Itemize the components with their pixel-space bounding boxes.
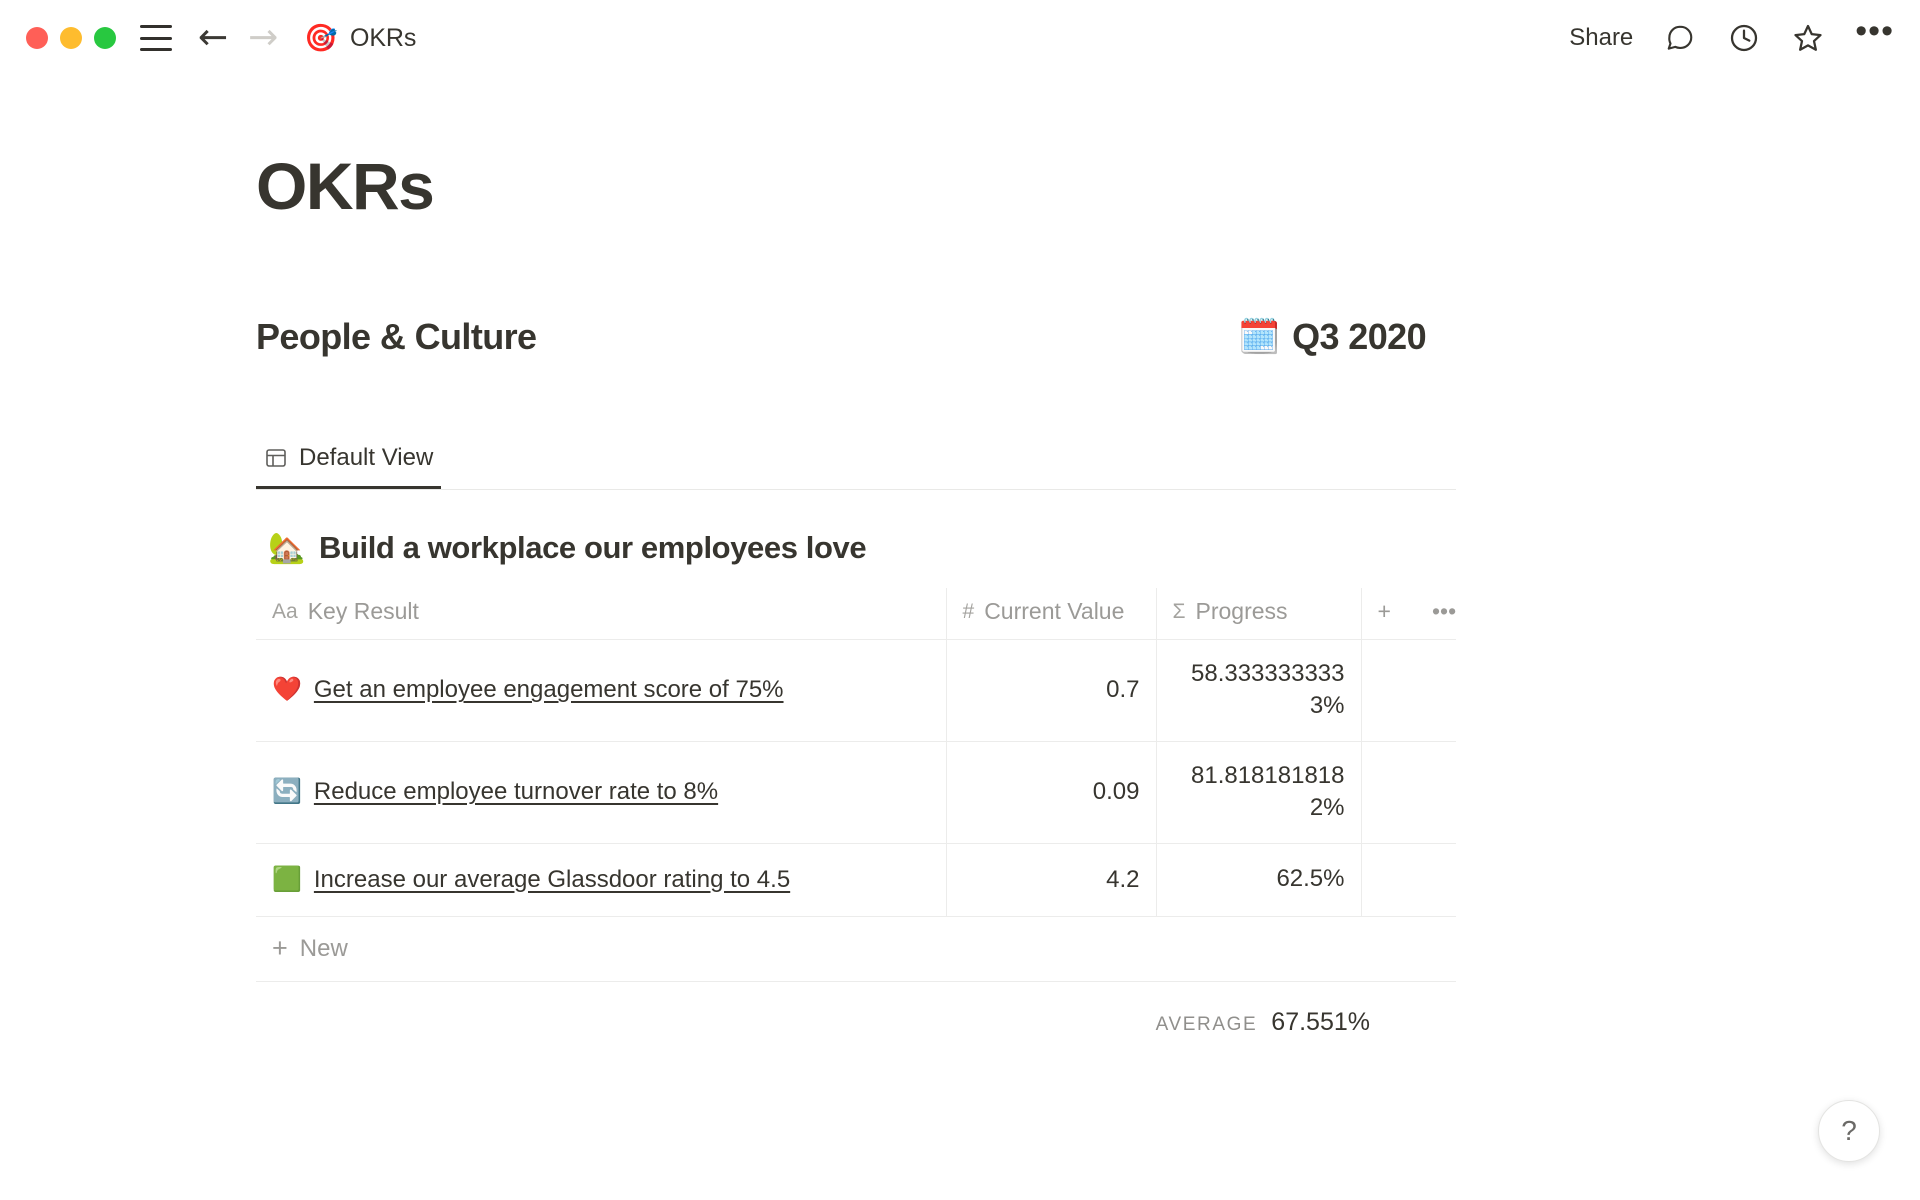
column-header-key-result[interactable] (256, 588, 946, 640)
summary-label[interactable]: AVERAGE (1155, 1013, 1258, 1035)
section-header (256, 316, 1606, 358)
key-result-link[interactable]: Get an employee engagement score of 75% (313, 676, 784, 704)
star-icon[interactable] (1791, 21, 1825, 55)
add-column-button[interactable]: + (1361, 588, 1416, 640)
page-emoji-icon[interactable]: 🎯 (304, 22, 338, 53)
tab-default-view-label: Default View (299, 444, 434, 471)
comment-icon[interactable] (1663, 21, 1697, 55)
refresh-icon: 🔄 (272, 778, 302, 806)
key-result-link[interactable]: Increase our average Glassdoor rating to 4.5 (313, 865, 791, 893)
summary-value: 67.551% (1271, 1007, 1370, 1036)
page-title: OKRs (256, 149, 434, 223)
cell-row-gutter (1416, 640, 1456, 742)
cell-empty (1361, 843, 1416, 916)
column-header-current-value[interactable] (946, 588, 1156, 640)
key-result-link[interactable]: Reduce employee turnover rate to 8% (313, 778, 719, 806)
help-button[interactable]: ? (1818, 1100, 1880, 1162)
table-summary (256, 982, 1456, 1037)
plus-icon: + (272, 933, 288, 964)
cell-key-result[interactable] (256, 741, 946, 843)
table-row[interactable] (256, 741, 1456, 843)
table-grid-icon (264, 446, 288, 470)
cell-row-gutter (1416, 741, 1456, 843)
column-header-key-result-label: Key Result (307, 598, 419, 624)
quarter-label: Q3 2020 (1292, 316, 1426, 357)
share-button[interactable]: Share (1569, 24, 1634, 51)
table-header-row (256, 588, 1456, 640)
heart-icon: ❤️ (272, 676, 302, 704)
cell-row-gutter (1416, 843, 1456, 916)
window-titlebar (0, 0, 1920, 76)
more-options-icon[interactable]: ••• (1855, 12, 1894, 51)
database-view-tabs (256, 444, 1456, 490)
cell-empty (1361, 741, 1416, 843)
sidebar-toggle-icon[interactable] (140, 25, 172, 51)
close-window-button[interactable] (26, 27, 48, 49)
table-row[interactable] (256, 640, 1456, 742)
key-results-table (256, 588, 1456, 917)
number-type-icon: # (962, 599, 975, 623)
back-arrow-icon[interactable]: ← (198, 17, 229, 58)
cell-current-value[interactable]: 0.09 (946, 741, 1156, 843)
minimize-window-button[interactable] (60, 27, 82, 49)
objective-title: Build a workplace our employees love (318, 530, 867, 565)
house-icon: 🏡 (268, 531, 305, 565)
section-title: People & Culture (256, 316, 537, 357)
cell-current-value[interactable]: 0.7 (946, 640, 1156, 742)
cell-empty (1361, 640, 1416, 742)
cell-progress[interactable]: 81.8181818182% (1156, 741, 1361, 843)
objective-header (268, 530, 1456, 566)
calendar-icon: 🗓️ (1238, 318, 1281, 356)
history-icon[interactable] (1727, 21, 1761, 55)
formula-sigma-icon: Σ (1172, 599, 1186, 623)
cell-key-result[interactable] (256, 843, 946, 916)
table-options-icon[interactable]: ••• (1416, 588, 1456, 640)
new-row-label: New (299, 934, 348, 962)
cell-key-result[interactable] (256, 640, 946, 742)
column-header-progress[interactable] (1156, 588, 1361, 640)
forward-arrow-icon[interactable]: → (248, 17, 279, 58)
text-type-icon: Aa (272, 599, 298, 623)
table-row[interactable] (256, 843, 1456, 916)
quarter-label-group (1238, 316, 1426, 358)
database-table (256, 530, 1456, 1037)
column-header-progress-label: Progress (1195, 598, 1288, 624)
tab-default-view[interactable] (256, 444, 441, 489)
page-content (0, 148, 1920, 1037)
new-row-button[interactable] (256, 917, 1456, 982)
maximize-window-button[interactable] (94, 27, 116, 49)
cell-current-value[interactable]: 4.2 (946, 843, 1156, 916)
window-controls (26, 27, 116, 49)
breadcrumb[interactable]: OKRs (349, 23, 417, 52)
column-header-current-value-label: Current Value (984, 598, 1125, 624)
glassdoor-icon: 🟩 (272, 865, 302, 893)
cell-progress[interactable]: 62.5% (1156, 843, 1361, 916)
titlebar-actions (1569, 12, 1894, 55)
cell-progress[interactable]: 58.3333333333% (1156, 640, 1361, 742)
